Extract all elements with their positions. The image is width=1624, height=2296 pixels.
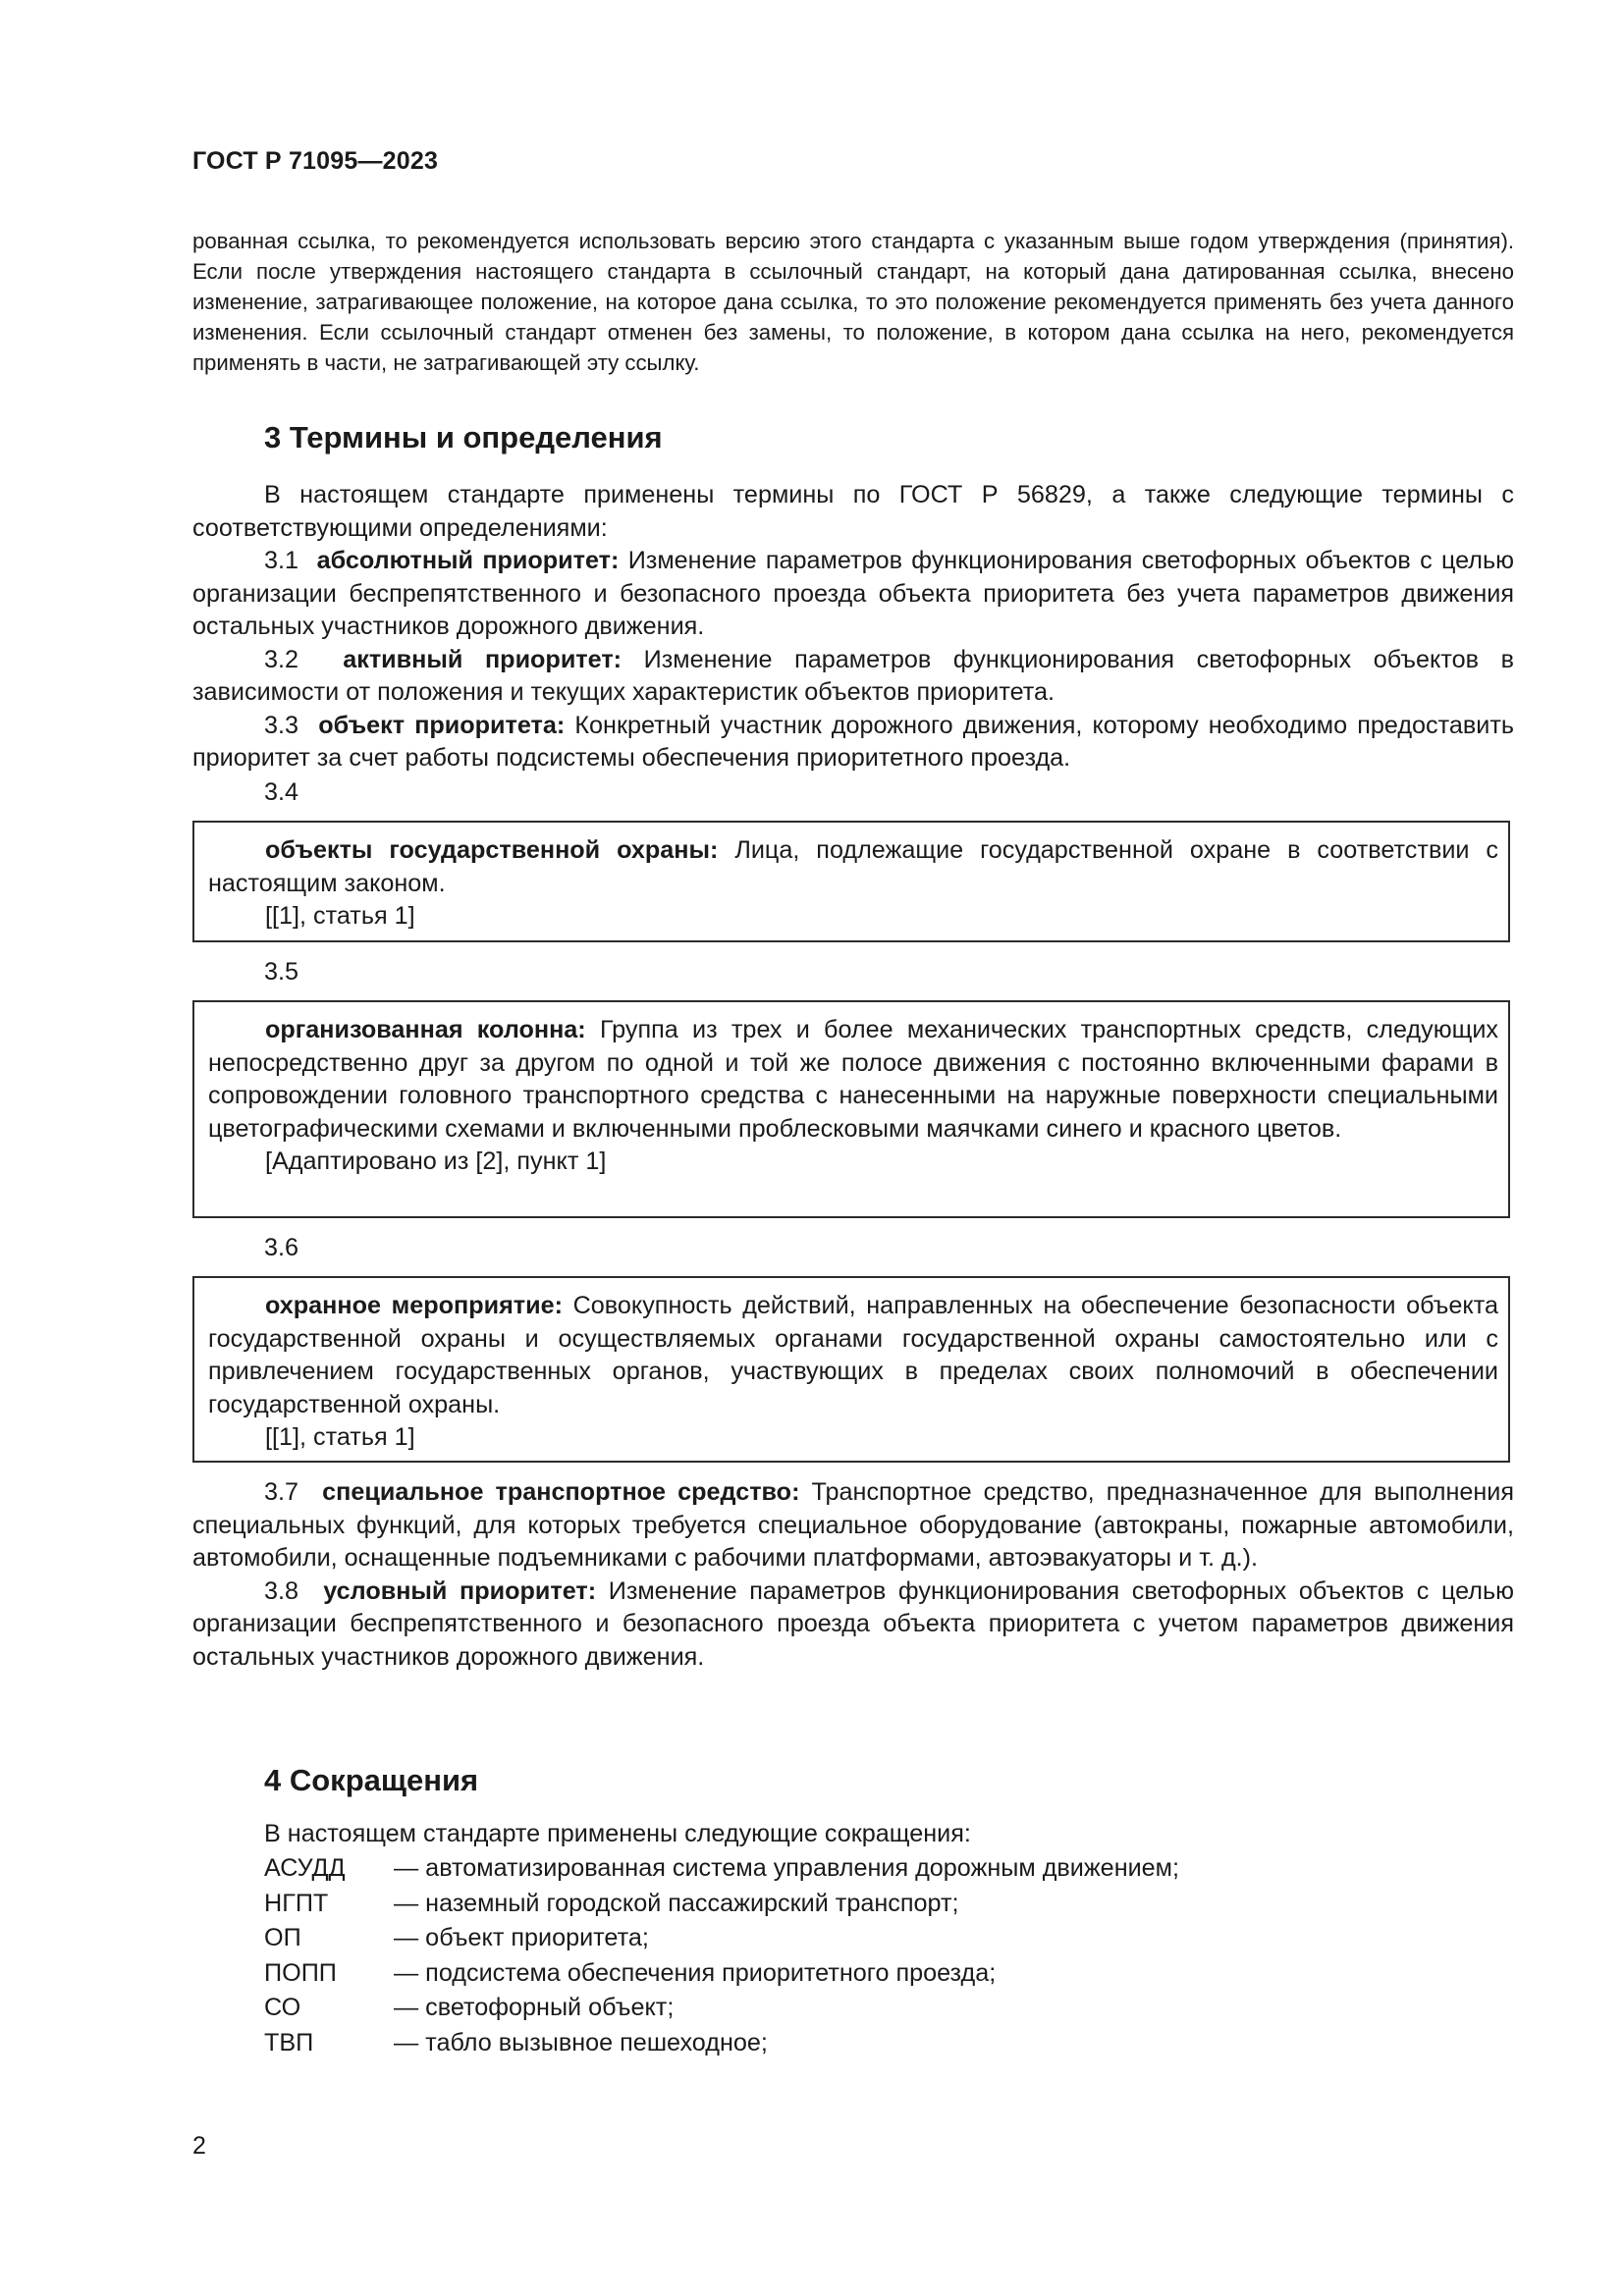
section-3-body-continued: [192, 1476, 1514, 1674]
term-3-5: организованная колонна: Группа из трех и более механических транспортных средств, следующих непосредственно друг за другом по одной и той же полосе движения с постоянно включенными фарами в сопровождении головного транспортного средства с нанесенными на наружные поверхности специальными цветографическими схемами и включенными проблесковыми маячками синего и красного цветов.: [208, 1016, 1498, 1143]
term-3-8: 3.8 условный приоритет: Изменение параметров функционирования светофорных объектов с целью организации беспрепятственного и безопасного проезда объекта приоритета с учетом параметров движения остальных участников дорожного движения.: [192, 1576, 1514, 1671]
abbreviation-item: [264, 1887, 1179, 1922]
page-number: 2: [192, 2132, 206, 2160]
section-4-heading: 4 Сокращения: [264, 1763, 479, 1797]
abbreviation-code: НГПТ: [264, 1889, 329, 1917]
term-3-6-box: [192, 1276, 1510, 1463]
intro-paragraph: рованная ссылка, то рекомендуется использовать версию этого стандарта с указанным выше годом утверждения (принятия). Если после утверждения настоящего стандарта в ссылочный стандарт, на который дана датированная ссылка, внесено изменение, затрагивающее положение, на которое дана ссылка, то это положение рекомендуется применять без учета данного изменения. Если ссылочный стандарт отменен без замены, то положение, в котором дана ссылка на него, рекомендуется применять в части, не затрагивающей эту ссылку.: [192, 229, 1514, 375]
abbreviation-code: ТВП: [264, 2028, 314, 2056]
abbreviation-item: [264, 1851, 1179, 1887]
term-3-4-box: [192, 821, 1510, 942]
term-3-5-number: 3.5: [264, 958, 299, 986]
abbreviation-text: — наземный городской пассажирский транспорт;: [394, 1889, 959, 1917]
section-3-intro: В настоящем стандарте применены термины по ГОСТ Р 56829, а также следующие термины с соответствующими определениями:: [192, 481, 1514, 542]
abbreviation-text: — автоматизированная система управления дорожным движением;: [394, 1854, 1179, 1882]
term-3-6-number: 3.6: [264, 1234, 299, 1261]
abbreviation-list: [264, 1851, 1179, 2060]
term-3-6-source: [[1], статья 1]: [265, 1423, 415, 1451]
abbreviation-code: ПОПП: [264, 1958, 337, 1987]
term-3-2: 3.2 активный приоритет: Изменение параметров функционирования светофорных объектов в зависимости от положения и текущих характеристик объектов приоритета.: [192, 645, 1514, 706]
section-4-intro: В настоящем стандарте применены следующие сокращения:: [264, 1820, 971, 1847]
abbreviation-text: — объект приоритета;: [394, 1924, 649, 1951]
abbreviation-code: ОП: [264, 1924, 301, 1951]
section-3-body: [192, 479, 1514, 775]
abbreviation-text: — светофорный объект;: [394, 1994, 675, 2021]
term-3-5-box: [192, 1000, 1510, 1218]
term-3-4: объекты государственной охраны: Лица, подлежащие государственной охране в соответствии с настоящим законом.: [208, 836, 1498, 897]
term-3-4-source: [[1], статья 1]: [265, 902, 415, 930]
section-4-body: [192, 1818, 1514, 1851]
abbreviation-item: [264, 1991, 1179, 2026]
abbreviation-code: АСУДД: [264, 1854, 346, 1882]
abbreviation-item: [264, 2026, 1179, 2061]
term-3-1: 3.1 абсолютный приоритет: Изменение параметров функционирования светофорных объектов с целью организации беспрепятственного и безопасного проезда объекта приоритета без учета параметров движения остальных участников дорожного движения.: [192, 547, 1514, 640]
section-3-heading: 3 Термины и определения: [264, 420, 663, 454]
term-3-6: охранное мероприятие: Совокупность действий, направленных на обеспечение безопасности объекта государственной охраны и осуществляемых органами государственной охраны самостоятельно или с привлечением государственных органов, участвующих в пределах своих полномочий в обеспечении государственной охраны.: [208, 1292, 1498, 1418]
document-id: ГОСТ Р 71095—2023: [192, 147, 439, 175]
term-3-3: 3.3 объект приоритета: Конкретный участник дорожного движения, которому необходимо предоставить приоритет за счет работы подсистемы обеспечения приоритетного проезда.: [192, 711, 1514, 772]
term-3-7: 3.7 специальное транспортное средство: Транспортное средство, предназначенное для выполнения специальных функций, для которых требуется специальное оборудование (автокраны, пожарные автомобили, автомобили, оснащенные подъемниками с рабочими платформами, автоэвакуаторы и т. д.).: [192, 1478, 1515, 1572]
abbreviation-text: — табло вызывное пешеходное;: [394, 2028, 768, 2056]
abbreviation-item: [264, 1956, 1179, 1992]
abbreviation-code: СО: [264, 1994, 301, 2021]
abbreviation-text: — подсистема обеспечения приоритетного проезда;: [394, 1958, 997, 1987]
abbreviation-item: [264, 1921, 1179, 1956]
term-3-4-number: 3.4: [264, 778, 299, 806]
term-3-5-source: [Адаптировано из [2], пункт 1]: [265, 1148, 607, 1175]
